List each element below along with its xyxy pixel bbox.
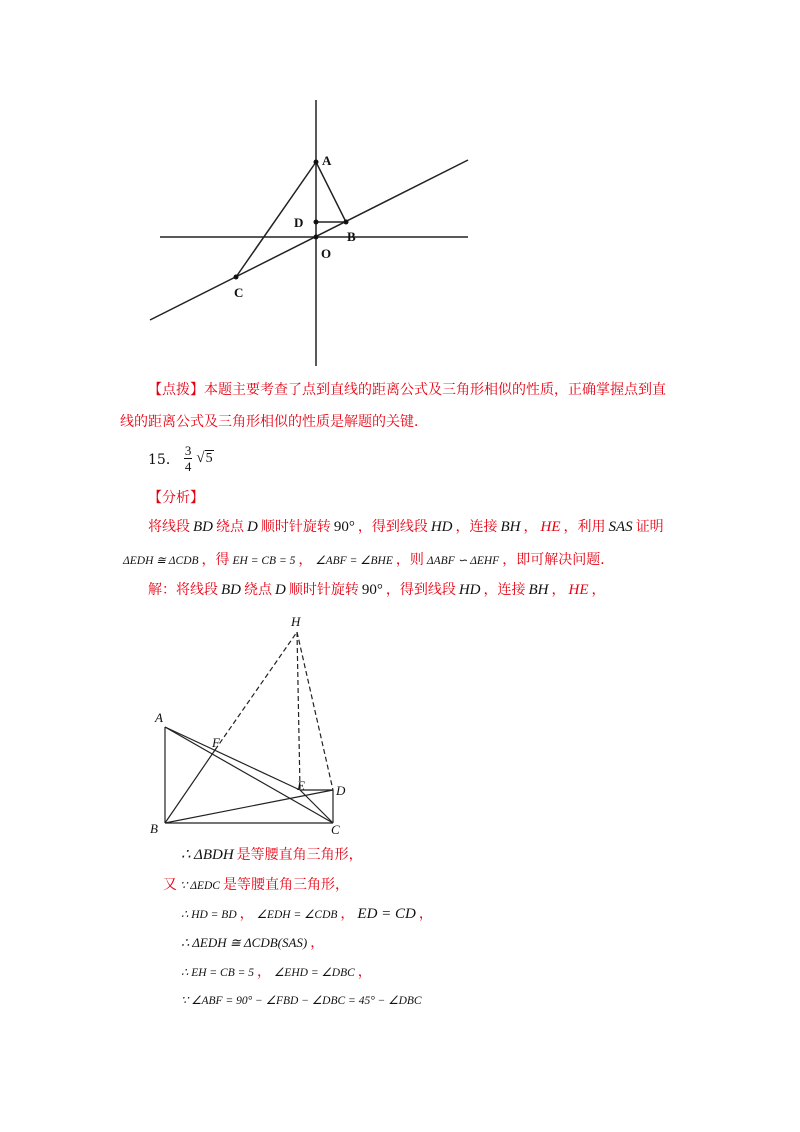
math-run: ∠EHD = ∠DBC (274, 967, 355, 979)
figure-1-points (234, 160, 349, 280)
text-run: 证明 (635, 519, 664, 535)
analysis-line (120, 550, 614, 571)
slanted-line (150, 160, 468, 320)
dashed-hd (297, 632, 333, 790)
text-run: ， (310, 935, 325, 951)
solution-line (178, 933, 324, 954)
math-run: BD (193, 519, 213, 535)
text-run: ， (298, 552, 313, 568)
figure-2 (165, 632, 333, 823)
segment-ae2 (165, 727, 300, 790)
fraction-denominator: 4 (184, 459, 192, 474)
math-run: ∴ ΔEDH ≅ ΔCDB(SAS) (181, 935, 308, 950)
text-run: ，得到线段 (357, 519, 428, 535)
math-run: 90° (361, 582, 383, 598)
math-run: EH = CB = 5 (232, 555, 296, 567)
figure-1 (150, 100, 468, 366)
solution-line (148, 580, 606, 601)
radical-sign: √ (196, 450, 205, 466)
square-root (196, 450, 213, 467)
math-run: ∵ ∠ABF = 90° − ∠FBD − ∠DBC = 45° − ∠DBC (181, 995, 422, 1007)
text-run: ，则 (395, 552, 424, 568)
solution-line (163, 875, 349, 896)
label-f: F (212, 735, 220, 750)
label-b: B (347, 229, 356, 244)
radicand: 5 (205, 451, 213, 466)
text-run: ， (591, 582, 606, 598)
text-run: ，得到线段 (385, 582, 456, 598)
math-run: ∵ ΔEDC (180, 880, 220, 892)
text-run: 绕点 (216, 519, 244, 535)
math-run: BD (221, 582, 241, 598)
text-run: 解：将线段 (148, 582, 218, 598)
text-run: ，利用 (563, 519, 606, 535)
text-run: 是等腰直角三角形， (236, 847, 363, 863)
text-run: ，得 (201, 552, 230, 568)
text-run: ， (523, 519, 538, 535)
figure-2-labels (150, 614, 346, 837)
math-run: BH (528, 582, 549, 598)
dashed-he (297, 632, 300, 790)
math-run: 90° (333, 519, 355, 535)
math-run: HE (540, 519, 561, 535)
math-run: ∠EDH = ∠CDB (256, 909, 338, 921)
analysis-heading: 【分析】 (148, 490, 204, 506)
figure-1-labels (234, 153, 356, 300)
text-run: ， (418, 906, 433, 922)
text-run: ， (357, 964, 372, 980)
text-run: 将线段 (148, 519, 190, 535)
math-run: HD (430, 519, 453, 535)
segment-ac (236, 162, 316, 277)
text-run: ，连接 (455, 519, 498, 535)
solution-line (178, 904, 433, 925)
text-run: 绕点 (244, 582, 272, 598)
math-run: ΔABF ∽ ΔEHF (426, 555, 500, 567)
fraction (184, 444, 193, 473)
label-d2: D (336, 783, 346, 798)
label-h: H (291, 614, 301, 629)
text-run: ， (257, 964, 271, 980)
segment-ac2 (165, 727, 333, 823)
label-d: D (294, 215, 304, 230)
fraction-numerator: 3 (184, 443, 192, 458)
label-a2: A (155, 710, 163, 725)
tip-line-2: 线的距离公式及三角形相似的性质是解题的关键． (120, 414, 428, 430)
point-c (234, 275, 239, 280)
math-run: ED = CD (357, 906, 416, 922)
point-d (314, 220, 319, 225)
text-run: 又 (163, 877, 177, 893)
solution-line (178, 845, 363, 866)
math-run: ∴ HD = BD (181, 909, 237, 921)
text-run: ， (551, 582, 566, 598)
text-run: 顺时针旋转 (260, 519, 331, 535)
label-o: O (321, 246, 332, 261)
segment-ab (316, 162, 346, 222)
tip-line-1: 【点拨】本题主要考查了点到直线的距离公式及三角形相似的性质，正确掌握点到直 (148, 382, 666, 398)
segment-bf2 (165, 750, 215, 823)
solution-line (178, 991, 425, 1011)
point-b (344, 220, 349, 225)
math-run: SAS (608, 519, 633, 535)
text-run: ，即可解决问题． (502, 552, 615, 568)
text-run: 是等腰直角三角形， (222, 877, 349, 893)
math-run: HE (568, 582, 589, 598)
text-run: 顺时针旋转 (288, 582, 359, 598)
analysis-line (148, 517, 664, 538)
question-number: 15． (148, 451, 180, 468)
point-o (314, 235, 319, 240)
math-run: ∠ABF = ∠BHE (315, 555, 393, 567)
text-run: ， (340, 906, 355, 922)
dashed-fh (215, 632, 297, 750)
math-run: ∴ ΔBDH (181, 847, 234, 863)
segment-bd2 (165, 790, 333, 823)
answer-15 (148, 444, 214, 473)
math-run: D (275, 582, 286, 598)
label-e: E (297, 778, 305, 793)
label-a: A (322, 153, 332, 168)
math-run: BH (500, 519, 521, 535)
math-run: D (247, 519, 258, 535)
text-run: ，连接 (483, 582, 526, 598)
solution-line (178, 962, 372, 983)
label-b2: B (150, 821, 158, 836)
math-run: ΔEDH ≅ ΔCDB (123, 555, 199, 567)
math-run: ∴ EH = CB = 5 (181, 967, 254, 979)
label-c: C (234, 285, 244, 300)
text-run: ， (239, 906, 254, 922)
point-a (314, 160, 319, 165)
label-c2: C (331, 822, 340, 837)
math-run: HD (458, 582, 481, 598)
